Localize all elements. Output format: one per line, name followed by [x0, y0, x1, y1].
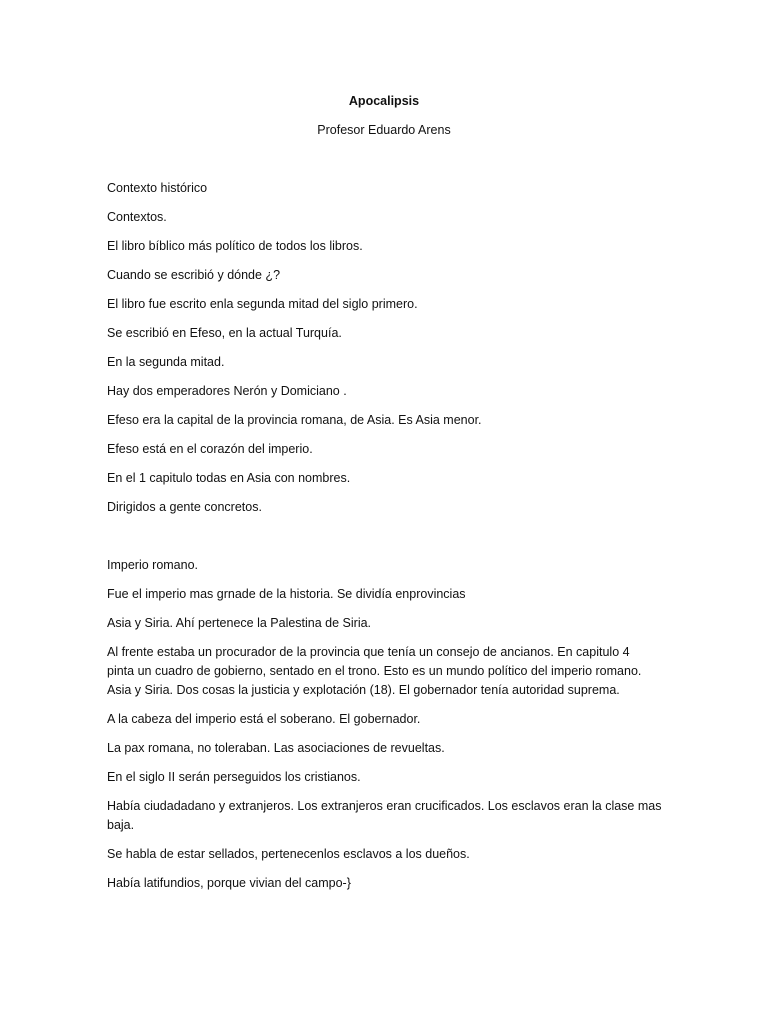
- paragraph: Asia y Siria. Ahí pertenece la Palestina de Siria.: [107, 616, 372, 630]
- paragraph: Efeso está en el corazón del imperio.: [107, 442, 313, 456]
- paragraph: La pax romana, no toleraban. Las asociaciones de revueltas.: [107, 741, 445, 755]
- paragraph: En el siglo II serán perseguidos los cristianos.: [107, 770, 361, 784]
- section-heading-empire: Imperio romano.: [107, 558, 199, 572]
- document-title: Apocalipsis: [348, 94, 420, 108]
- paragraph: El libro bíblico más político de todos los libros.: [107, 239, 363, 253]
- paragraph: El libro fue escrito enla segunda mitad del siglo primero.: [107, 297, 418, 311]
- paragraph: Dirigidos a gente concretos.: [107, 500, 262, 514]
- paragraph: Cuando se escribió y dónde ¿?: [107, 268, 281, 282]
- paragraph: Se habla de estar sellados, pertenecenlos esclavos a los dueños.: [107, 847, 470, 861]
- paragraph-line: Asia y Siria. Dos cosas la justicia y explotación (18). El gobernador tenía autoridad suprema.: [107, 683, 620, 697]
- document-author: Profesor Eduardo Arens: [317, 123, 451, 137]
- paragraph: A la cabeza del imperio está el soberano. El gobernador.: [107, 712, 421, 726]
- paragraph-line: pinta un cuadro de gobierno, sentado en el trono. Esto es un mundo político del imperio romano.: [107, 664, 642, 678]
- paragraph: Se escribió en Efeso, en la actual Turquía.: [107, 326, 342, 340]
- paragraph-line: Había ciudadadano y extranjeros. Los extranjeros eran crucificados. Los esclavos eran la clase mas: [107, 799, 662, 813]
- paragraph: En la segunda mitad.: [107, 355, 225, 369]
- paragraph-line: baja.: [107, 818, 135, 832]
- paragraph: Hay dos emperadores Nerón y Domiciano .: [107, 384, 347, 398]
- paragraph: Contextos.: [107, 210, 167, 224]
- section-heading-context: Contexto histórico: [107, 181, 208, 195]
- paragraph: Había latifundios, porque vivian del campo-}: [107, 876, 351, 890]
- paragraph-line: Al frente estaba un procurador de la provincia que tenía un consejo de ancianos. En capitulo 4: [107, 645, 630, 659]
- paragraph: En el 1 capitulo todas en Asia con nombres.: [107, 471, 351, 485]
- paragraph: Efeso era la capital de la provincia romana, de Asia. Es Asia menor.: [107, 413, 482, 427]
- paragraph: Fue el imperio mas grnade de la historia. Se dividía enprovincias: [107, 587, 466, 601]
